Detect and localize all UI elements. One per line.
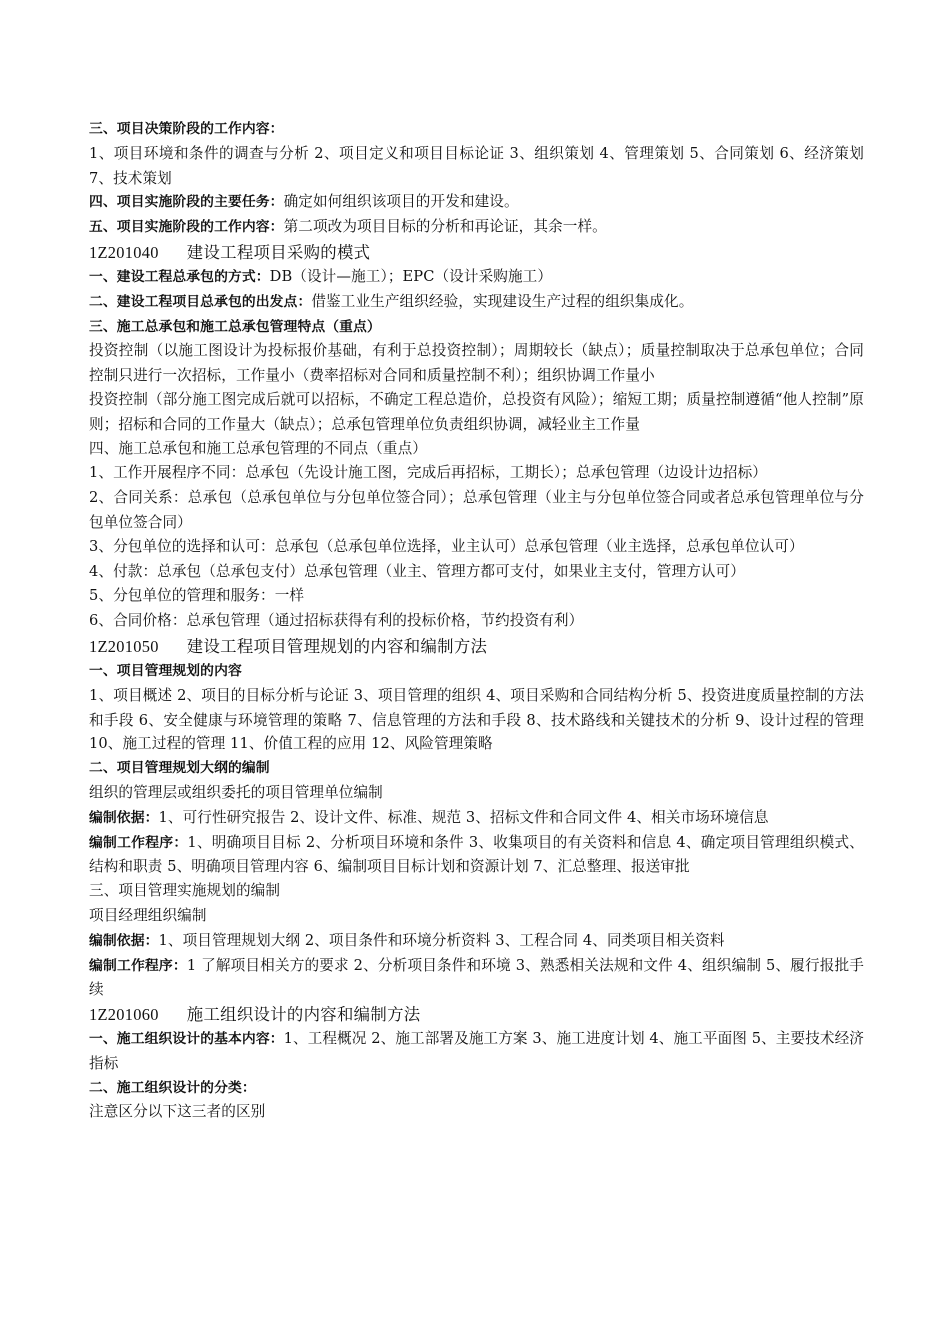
line-text: 5、分包单位的管理和服务：一样	[89, 587, 305, 605]
bold-lead: 三、施工总承包和施工总承包管理特点（重点）	[89, 318, 381, 335]
text-line	[89, 437, 864, 462]
text-line	[89, 806, 864, 831]
text-line	[89, 190, 864, 215]
line-text: 项目经理组织编制	[89, 906, 207, 924]
line-text: 投资控制（部分施工图完成后就可以招标，不确定工程总造价，总投资有风险）；缩短工期；质量控制遵循“他人控制”原则；招标和合同的工作量大（缺点）；总承包管理单位负责组织协调，减轻业主工作量	[89, 390, 864, 433]
text-line	[89, 142, 864, 191]
line-text: 三、项目管理实施规划的编制	[89, 882, 281, 900]
section-code: 1Z201060	[89, 1005, 159, 1025]
line-text: 4、付款：总承包（总承包支付）总承包管理（业主、管理方都可支付，如果业主支付，管理方认可）	[89, 562, 745, 580]
text-line	[89, 339, 864, 388]
text-line	[89, 684, 864, 756]
text-line	[89, 584, 864, 609]
section-code: 1Z201040	[89, 242, 159, 262]
line-text: 第二项改为项目目标的分析和再论证，其余一样。	[283, 218, 607, 236]
section-title: 施工组织设计的内容和编制方法	[186, 1005, 421, 1025]
line-text: 1 了解项目相关方的要求 2、分析项目条件和环境 3、熟悉相关法规和文件 4、组织编制 5、履行报批手续	[89, 956, 864, 999]
document-page	[89, 117, 864, 1125]
line-text: 1、项目环境和条件的调查与分析 2、项目定义和项目目标论证 3、组织策划 4、管理策划 5、合同策划 6、经济策划 7、技术策划	[89, 144, 864, 187]
text-line	[89, 215, 864, 240]
bold-lead: 一、施工组织设计的基本内容：	[89, 1031, 284, 1048]
text-line	[89, 1100, 864, 1125]
line-text: 注意区分以下这三者的区别	[89, 1103, 266, 1121]
line-text: 借鉴工业生产组织经验，实现建设生产过程的组织集成化。	[311, 292, 694, 310]
bold-lead: 四、项目实施阶段的主要任务：	[89, 194, 284, 211]
line-text: 1、工程概况 2、施工部署及施工方案 3、施工进度计划 4、施工平面图 5、主要技术经济指标	[89, 1030, 864, 1072]
section-title: 建设工程项目管理规划的内容和编制方法	[186, 636, 488, 656]
line-text: 1、项目管理规划大纲 2、项目条件和环境分析资料 3、工程合同 4、同类项目相关资料	[158, 931, 725, 949]
bold-lead: 编制依据：	[89, 932, 159, 949]
text-line	[89, 315, 864, 340]
bold-lead: 二、建设工程项目总承包的出发点：	[89, 293, 312, 310]
text-line	[89, 535, 864, 560]
line-text: 组织的管理层或组织委托的项目管理单位编制	[89, 783, 383, 801]
section-code: 1Z201050	[89, 636, 159, 656]
line-text: 1、工作开展程序不同：总承包（先设计施工图，完成后再招标，工期长）；总承包管理（边设计边招标）	[89, 464, 768, 482]
text-line	[89, 954, 864, 1003]
section-heading	[89, 634, 864, 659]
section-title: 建设工程项目采购的模式	[186, 242, 371, 262]
text-line	[89, 756, 864, 781]
text-line	[89, 290, 864, 315]
text-line	[89, 388, 864, 437]
line-text: 1、项目概述 2、项目的目标分析与论证 3、项目管理的组织 4、项目采购和合同结构分析 5、投资进度质量控制的方法和手段 6、安全健康与环境管理的策略 7、信息管理的方法和手段 8、技术路线和关键技术的分析 9、设计过程的管理 10、施工过程的管理 11、价值工程的应用 12、风险管理策略	[89, 686, 864, 753]
section-heading	[89, 1002, 864, 1027]
line-text: 四、施工总承包和施工总承包管理的不同点（重点）	[89, 439, 427, 457]
bold-lead: 编制依据：	[89, 809, 159, 826]
text-line	[89, 461, 864, 486]
text-line	[89, 560, 864, 585]
line-text: 确定如何组织该项目的开发和建设。	[283, 193, 519, 211]
bold-lead: 编制工作程序：	[89, 834, 188, 851]
line-text: 1、明确项目目标 2、分析项目环境和条件 3、收集项目的有关资料和信息 4、确定项目管理组织模式、结构和职责 5、明确项目管理内容 6、编制项目目标计划和资源计划 7、汇总整理、报送审批	[89, 833, 864, 876]
line-text: DB（设计—施工）；EPC（设计采购施工）	[269, 267, 553, 285]
bold-lead: 二、项目管理规划大纲的编制	[89, 760, 270, 777]
text-line	[89, 831, 864, 880]
bold-lead: 编制工作程序：	[89, 957, 187, 974]
text-line	[89, 904, 864, 929]
text-line	[89, 265, 864, 290]
line-text: 6、合同价格：总承包管理（通过招标获得有利的投标价格，节约投资有利）	[89, 612, 584, 630]
bold-lead: 三、项目决策阶段的工作内容：	[89, 121, 284, 137]
line-text: 投资控制（以施工图设计为投标报价基础，有利于总投资控制）；周期较长（缺点）；质量控制取决于总承包单位；合同控制只进行一次招标，工作量小（费率招标对合同和质量控制不利）；组织协调工作量小	[89, 342, 864, 385]
line-text: 3、分包单位的选择和认可：总承包（总承包单位选择，业主认可）总承包管理（业主选择，总承包单位认可）	[89, 537, 804, 555]
bold-lead: 二、施工组织设计的分类：	[89, 1079, 256, 1096]
bold-lead: 五、项目实施阶段的工作内容：	[89, 219, 284, 236]
text-line	[89, 1027, 864, 1076]
text-line	[89, 609, 864, 634]
bold-lead: 一、项目管理规划的内容	[89, 662, 242, 679]
bold-lead: 一、建设工程总承包的方式：	[89, 268, 270, 285]
text-line	[89, 929, 864, 954]
section-heading	[89, 240, 864, 265]
text-line	[89, 659, 864, 684]
text-line	[89, 781, 864, 806]
text-line	[89, 486, 864, 535]
text-line	[89, 117, 864, 142]
line-text: 1、可行性研究报告 2、设计文件、标准、规范 3、招标文件和合同文件 4、相关市场环境信息	[158, 808, 769, 826]
line-text: 2、合同关系：总承包（总承包单位与分包单位签合同）；总承包管理（业主与分包单位签合同或者总承包管理单位与分包单位签合同）	[89, 489, 864, 531]
text-line	[89, 879, 864, 904]
text-line	[89, 1076, 864, 1101]
